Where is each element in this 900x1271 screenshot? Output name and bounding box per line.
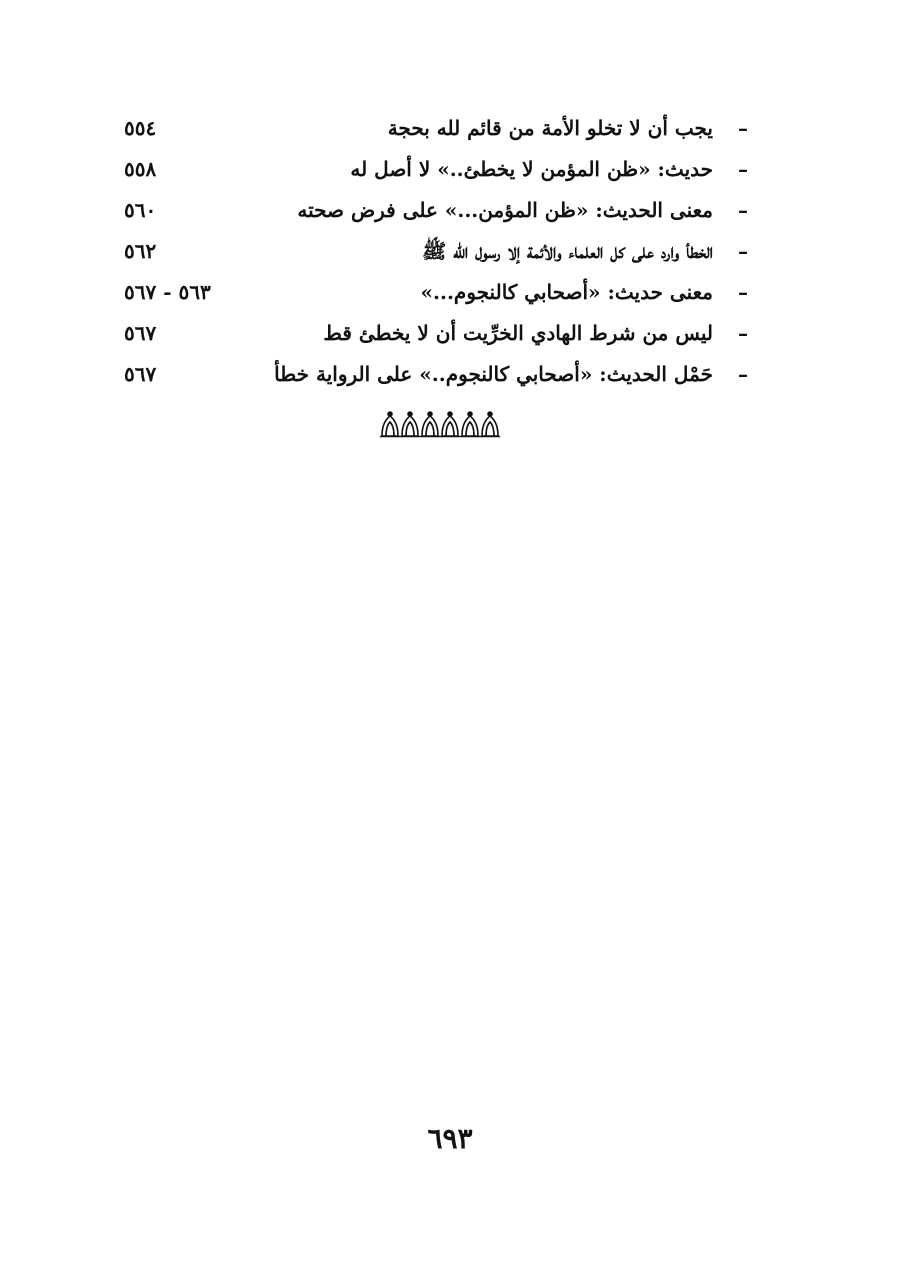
toc-dash: – xyxy=(738,280,748,304)
toc-entry xyxy=(0,108,900,149)
toc-entry-title: يجب أن لا تخلو الأمة من قائم لله بحجة xyxy=(387,116,713,140)
toc-dash: – xyxy=(738,116,748,140)
toc-entry-title: ليس من شرط الهادي الخرِّيت أن لا يخطئ قط xyxy=(323,321,713,345)
toc-entry-title: معنى الحديث: «ظن المؤمن...» على فرض صحته xyxy=(297,198,713,222)
toc-dash: – xyxy=(738,198,748,222)
toc-entry-title: الخطأ وارد على كل العلماء والأئمة إلا رسول الله ﷺ xyxy=(422,239,713,263)
table-of-contents xyxy=(0,108,900,395)
toc-entry-title: حَمْل الحديث: «أصحابي كالنجوم..» على الرواية خطأ xyxy=(274,362,713,386)
toc-entry-title: معنى حديث: «أصحابي كالنجوم...» xyxy=(420,280,713,304)
toc-dash: – xyxy=(738,321,748,345)
toc-entry-title: حديث: «ظن المؤمن لا يخطئ..» لا أصل له xyxy=(350,157,713,181)
toc-dash: – xyxy=(738,362,748,386)
toc-entry xyxy=(0,272,900,313)
toc-entry-pages: ٥٦٧ xyxy=(124,362,157,386)
toc-entry-pages: ٥٦٧ xyxy=(124,321,157,345)
toc-entry xyxy=(0,149,900,190)
toc-entry-pages: ٥٦٣ - ٥٦٧ xyxy=(124,280,211,304)
toc-dash: – xyxy=(738,239,748,263)
toc-entry-pages: ٥٥٤ xyxy=(124,116,157,140)
toc-entry xyxy=(0,190,900,231)
floral-ornament-icon xyxy=(380,410,500,438)
toc-entry-pages: ٥٦٢ xyxy=(124,239,157,263)
toc-dash: – xyxy=(738,157,748,181)
toc-entry xyxy=(0,231,900,272)
page-number: ٦٩٣ xyxy=(427,1122,473,1155)
toc-entry-pages: ٥٦٠ xyxy=(124,198,157,222)
toc-entry xyxy=(0,354,900,395)
toc-entry xyxy=(0,313,900,354)
toc-entry-pages: ٥٥٨ xyxy=(124,157,157,181)
